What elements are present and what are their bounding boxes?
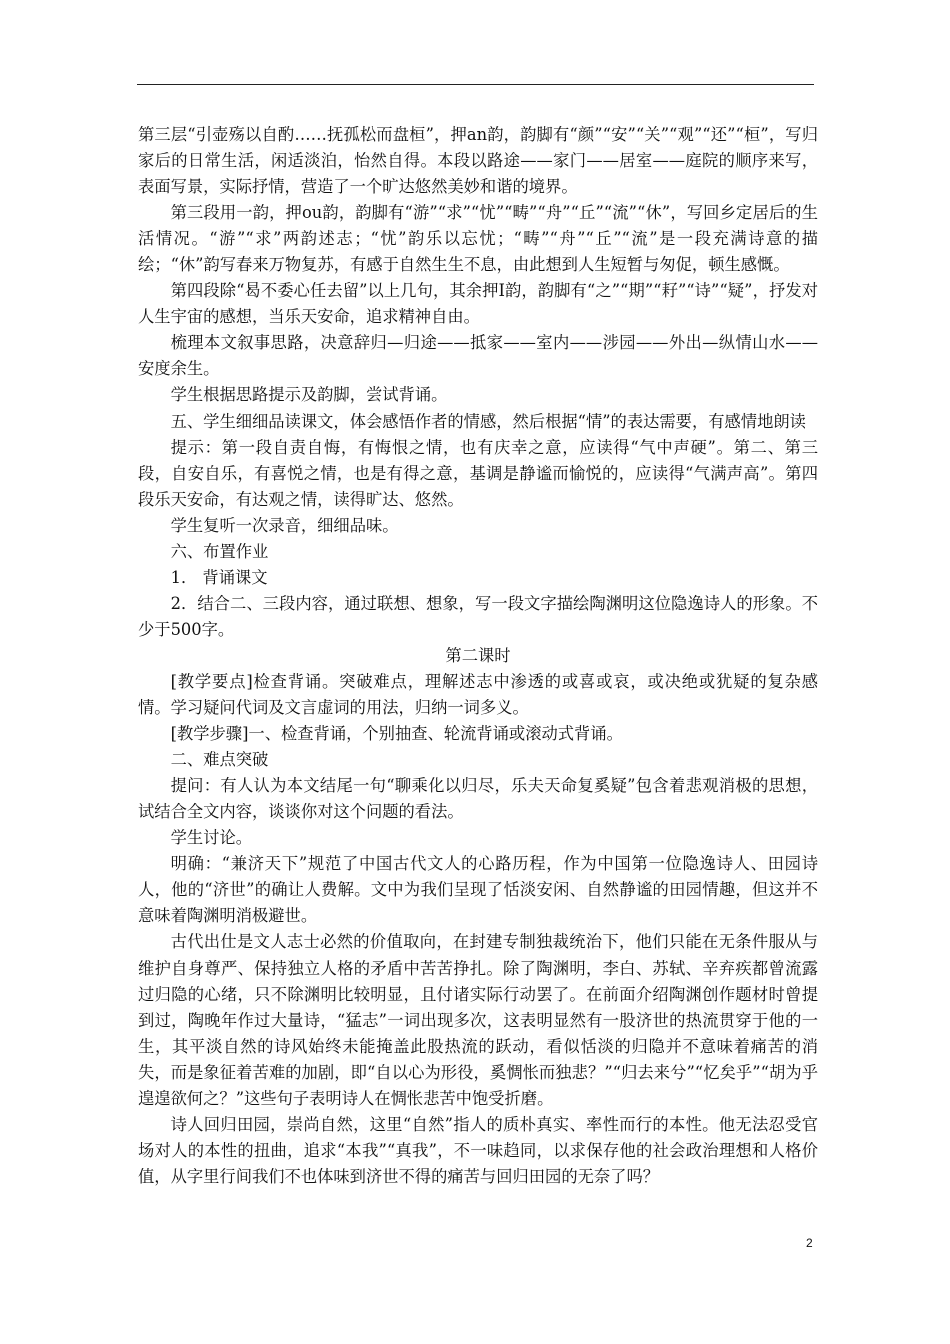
paragraph-step-five: 五、学生细细品读课文，体会感悟作者的情感，然后根据“情”的表达需要，有感情地朗读 — [170, 411, 806, 431]
heading-difficulty: 二、难点突破 — [170, 750, 269, 770]
paragraph-return-to-nature: 诗人回归田园，崇尚自然，这里“自然”指人的质朴真实、率性而行的本性。他无法忍受官场对人的本性的扭曲，追求“本我”“真我”，不一味趋同，以求保存他的社会政治理想和人格价值，从字里行间我们不也体味到济世不得的痛苦与回归田园的无奈了吗？ — [138, 1114, 818, 1186]
paragraph-question: 提问：有人认为本文结尾一句“聊乘化以归尽，乐夫天命复奚疑”包含着悲观消极的思想，试结合全文内容，谈谈你对这个问题的看法。 — [138, 776, 818, 822]
paragraph-teaching-steps: [教学步骤]一、检查背诵，个别抽查、轮流背诵或滚动式背诵。 — [170, 724, 623, 744]
paragraph-recite-attempt: 学生根据思路提示及韵脚，尝试背诵。 — [170, 385, 448, 405]
page-number: 2 — [806, 1236, 813, 1250]
homework-item-2: 2．结合二、三段内容，通过联想、想象，写一段文字描绘陶渊明这位隐逸诗人的形象。不少于500字。 — [138, 593, 818, 639]
document-body — [138, 122, 818, 1190]
paragraph-clarification: 明确：“兼济天下”规范了中国古代文人的心路历程，作为中国第一位隐逸诗人、田园诗人，他的“济世”的确让人费解。文中为我们呈现了恬淡安闲、自然静谧的田园情趣，但这并不意味着陶渊明消极避世。 — [138, 854, 818, 926]
paragraph-ancient-officials: 古代出仕是文人志士必然的价值取向，在封建专制独裁统治下，他们只能在无条件服从与维护自身尊严、保持独立人格的矛盾中苦苦挣扎。除了陶渊明，李白、苏轼、辛弃疾都曾流露过归隐的心绪，只不除渊明比较明显，且付诸实际行动罢了。在前面介绍陶渊创作题材时曾提到过，陶晚年作过大量诗，“猛志”一词出现多次，这表明显然有一股济世的热流贯穿于他的一生，其平淡自然的诗风始终未能掩盖此股热流的跃动，看似恬淡的归隐并不意味着痛苦的消失，而是象征着苦难的加剧，即“自以心为形役，奚惆怅而独悲？”“归去来兮”“忆矣乎”“胡为乎遑遑欲何之？”这些句子表明诗人在惆怅悲苦中饱受折磨。 — [138, 932, 818, 1108]
paragraph-teaching-points: [教学要点]检查背诵。突破难点，理解述志中渗透的或喜或哀，或决绝或犹疑的复杂感情。学习疑问代词及文言虚词的用法，归纳一词多义。 — [138, 671, 818, 718]
homework-item-1: 1． 背诵课文 — [170, 567, 268, 587]
paragraph-third-layer: 第三层“引壶殇以自酌……抚孤松而盘桓”，押an韵，韵脚有“颜”“安”“关”“观”“还”“桓”，写归家后的日常生活，闲适淡泊，怡然自得。本段以路途——家门——居室——庭院的顺序来写，表面写景，实际抒情，营造了一个旷达悠然美妙和谐的境界。 — [138, 125, 818, 197]
header-rule — [137, 84, 814, 85]
paragraph-discussion: 学生讨论。 — [170, 828, 253, 848]
paragraph-third-section: 第三段用一韵，押ou韵，韵脚有“游”“求”“忧”“畴”“舟”“丘”“流”“休”，写回乡定居后的生活情况。“游”“求”两韵述志；“忧”韵乐以忘忧；“畴”“舟”“丘”“流”是一段充满诗意的描绘；“休”韵写春来万物复苏，有感于自然生生不息，由此想到人生短暂与匆促，顿生感慨。 — [138, 203, 818, 275]
paragraph-fourth-section: 第四段除“曷不委心任去留”以上几句，其余押I韵，韵脚有“之”“期”“耔”“诗”“疑”，抒发对人生宇宙的感想，当乐天安命，追求精神自由。 — [138, 281, 818, 327]
paragraph-narrative-outline: 梳理本文叙事思路，决意辞归—归途——抵家——室内——涉园——外出—纵情山水——安度余生。 — [138, 333, 818, 379]
paragraph-listen-again: 学生复听一次录音，细细品味。 — [170, 515, 399, 535]
paragraph-reading-tips: 提示：第一段自责自悔，有悔恨之情，也有庆幸之意，应读得“气中声硬”。第二、第三段，自安自乐，有喜悦之情，也是有得之意，基调是静谧而愉悦的，应读得“气满声高”。第四段乐天安命，有达观之情，读得旷达、悠然。 — [138, 437, 818, 509]
section-title-second-lesson: 第二课时 — [445, 645, 511, 665]
heading-homework: 六、布置作业 — [170, 541, 269, 561]
